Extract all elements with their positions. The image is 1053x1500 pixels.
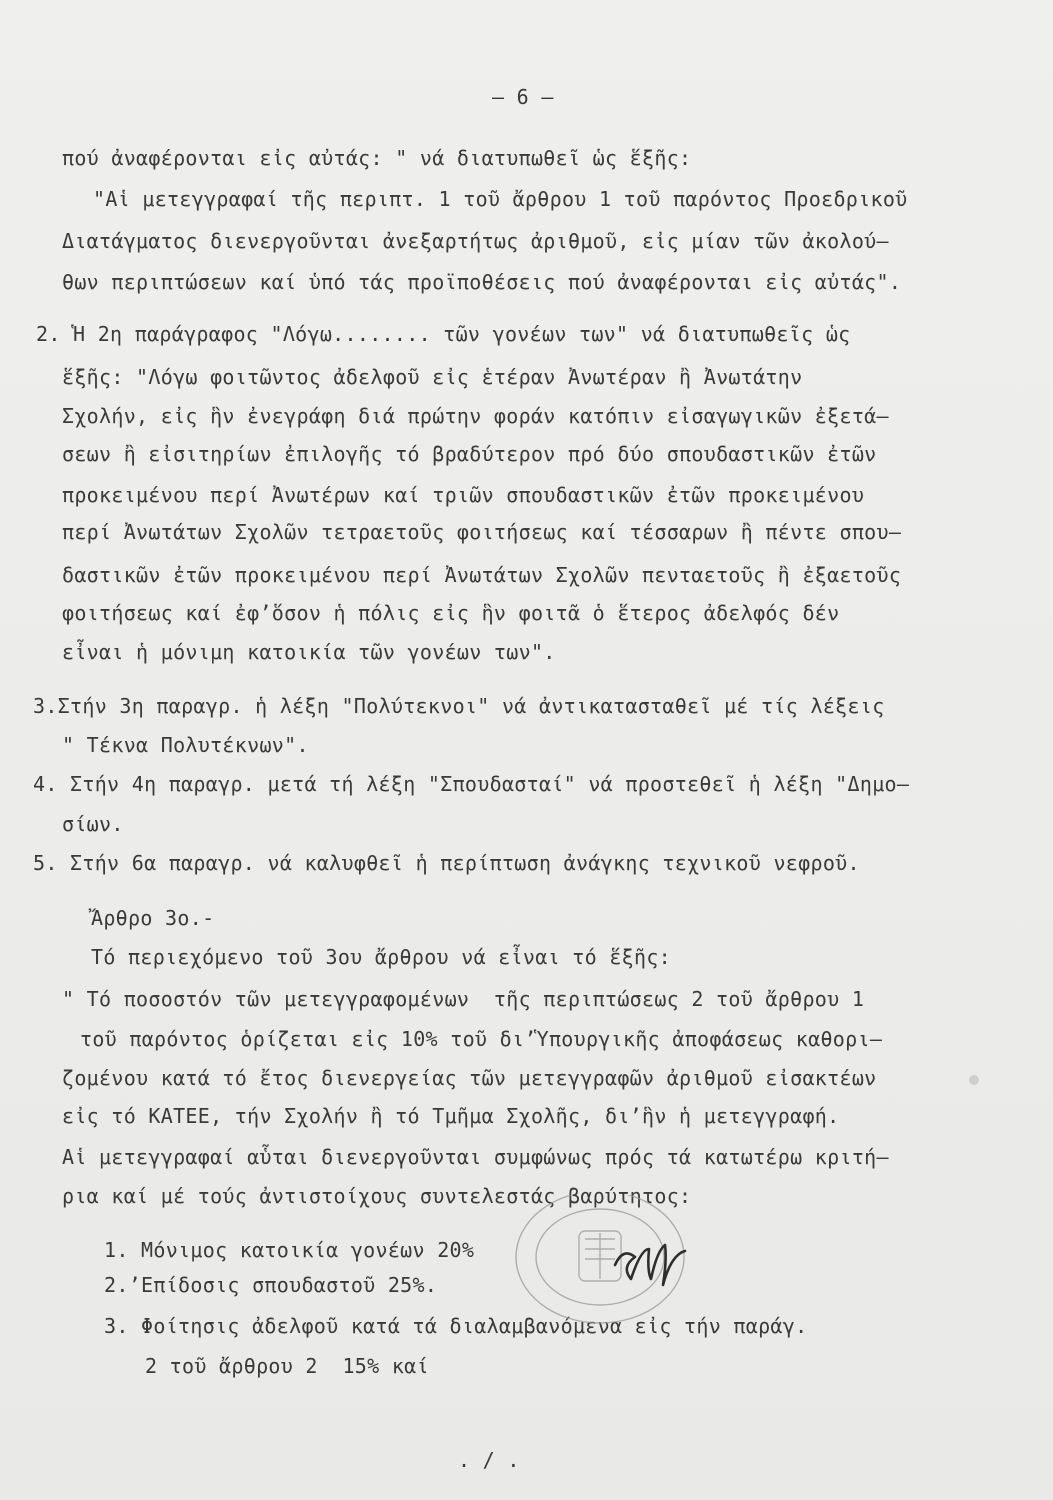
text-line: τοῦ παρόντος ὁρίζεται εἰς 10% τοῦ δι’Ὑπουργικῆς ἀποφάσεως καθορι– <box>80 1027 883 1051</box>
text-line: εἰς τό ΚΑΤΕΕ, τήν Σχολήν ἢ τό Τμῆμα Σχολῆς, δι’ἣν ἡ μετεγγραφή. <box>62 1104 840 1128</box>
text-line: σεων ἢ εἰσιτηρίων ἐπιλογῆς τό βραδύτερον πρό δύο σπουδαστικῶν ἐτῶν <box>62 442 877 466</box>
page-number: – 6 – <box>492 85 554 109</box>
text-line: θων περιπτώσεων καί ὑπό τάς προϊποθέσεις πού ἀναφέρονται εἰς αὐτάς". <box>62 270 902 294</box>
official-stamp-and-signature <box>505 1195 730 1330</box>
text-line: Αἱ μετεγγραφαί αὗται διενεργοῦνται συμφώνως πρός τά κατωτέρω κριτή– <box>62 1145 889 1169</box>
text-line: Διατάγματος διενεργοῦνται ἀνεξαρτήτως ἀριθμοῦ, εἰς μίαν τῶν ἀκολού– <box>62 229 889 253</box>
text-line: ρια καί μέ τούς ἀντιστοίχους συντελεστάς βαρύτητος: <box>62 1184 692 1208</box>
text-line: δαστικῶν ἐτῶν προκειμένου περί Ἀνωτάτων Σχολῶν πενταετοῦς ἢ ἐξαετοῦς <box>62 563 902 587</box>
text-line: εἶναι ἡ μόνιμη κατοικία τῶν γονέων των". <box>62 640 556 664</box>
text-line: 3.Στήν 3η παραγρ. ἡ λέξη "Πολύτεκνοι" νά ἀντικατασταθεῖ μέ τίς λέξεις <box>33 694 885 718</box>
text-line: ἕξῆς: "Λόγω φοιτῶντος ἀδελφοῦ εἰς ἑτέραν Ἀνωτέραν ἢ Ἀνωτάτην <box>62 365 803 389</box>
text-line: Τό περιεχόμενο τοῦ 3ου ἄρθρου νά εἶναι τό ἕξῆς: <box>91 945 672 969</box>
signature-mark <box>615 1245 685 1285</box>
text-line: 2.’Επίδοσις σπουδαστοῦ 25%. <box>104 1273 438 1297</box>
text-line: 4. Στήν 4η παραγρ. μετά τή λέξη "Σπουδασταί" νά προστεθεῖ ἡ λέξη "Δημο– <box>33 772 910 796</box>
text-line: φοιτήσεως καί ἐφ’ὅσον ἡ πόλις εἰς ἣν φοιτᾶ ὁ ἕτερος ἀδελφός δέν <box>62 601 840 625</box>
text-line: 3. Φοίτησις ἀδελφοῦ κατά τά διαλαμβανόμενα εἰς τήν παράγ. <box>104 1314 808 1338</box>
text-line: πού ἀναφέρονται εἰς αὐτάς: " νά διατυπωθεῖ ὡς ἕξῆς: <box>62 146 692 170</box>
text-line: Σχολήν, εἰς ἣν ἐνεγράφη διά πρώτην φοράν κατόπιν εἰσαγωγικῶν ἐξετά– <box>62 404 889 428</box>
text-line: ζομένου κατά τό ἔτος διενεργείας τῶν μετεγγραφῶν ἀριθμοῦ εἰσακτέων <box>62 1066 877 1090</box>
scan-spot <box>969 1075 979 1085</box>
page-footer: . / . <box>458 1448 520 1472</box>
text-line: Ἄρθρο 3ο.- <box>91 906 215 930</box>
text-line: " Τέκνα Πολυτέκνων". <box>62 733 309 757</box>
text-line: 2 τοῦ ἄρθρου 2 15% καί <box>145 1354 429 1378</box>
text-line: προκειμένου περί Ἀνωτέρων καί τριῶν σπουδαστικῶν ἐτῶν προκειμένου <box>62 483 865 507</box>
text-line: σίων. <box>62 812 124 836</box>
text-line: "Αἱ μετεγγραφαί τῆς περιπτ. 1 τοῦ ἄρθρου 1 τοῦ παρόντος Προεδρικοῦ <box>93 187 908 211</box>
text-line: 5. Στήν 6α παραγρ. νά καλυφθεῖ ἡ περίπτωση ἀνάγκης τεχνικοῦ νεφροῦ. <box>33 851 860 875</box>
text-line: 1. Μόνιμος κατοικία γονέων 20% <box>104 1238 475 1262</box>
text-line: " Τό ποσοστόν τῶν μετεγγραφομένων τῆς περιπτώσεως 2 τοῦ ἄρθρου 1 <box>62 987 865 1011</box>
text-line: περί Ἀνωτάτων Σχολῶν τετραετοῦς φοιτήσεως καί τέσσαρων ἢ πέντε σπου– <box>62 520 902 544</box>
text-line: 2. Ἡ 2η παράγραφος "Λόγω........ τῶν γονέων των" νά διατυπωθεῖς ὡς <box>36 322 851 346</box>
